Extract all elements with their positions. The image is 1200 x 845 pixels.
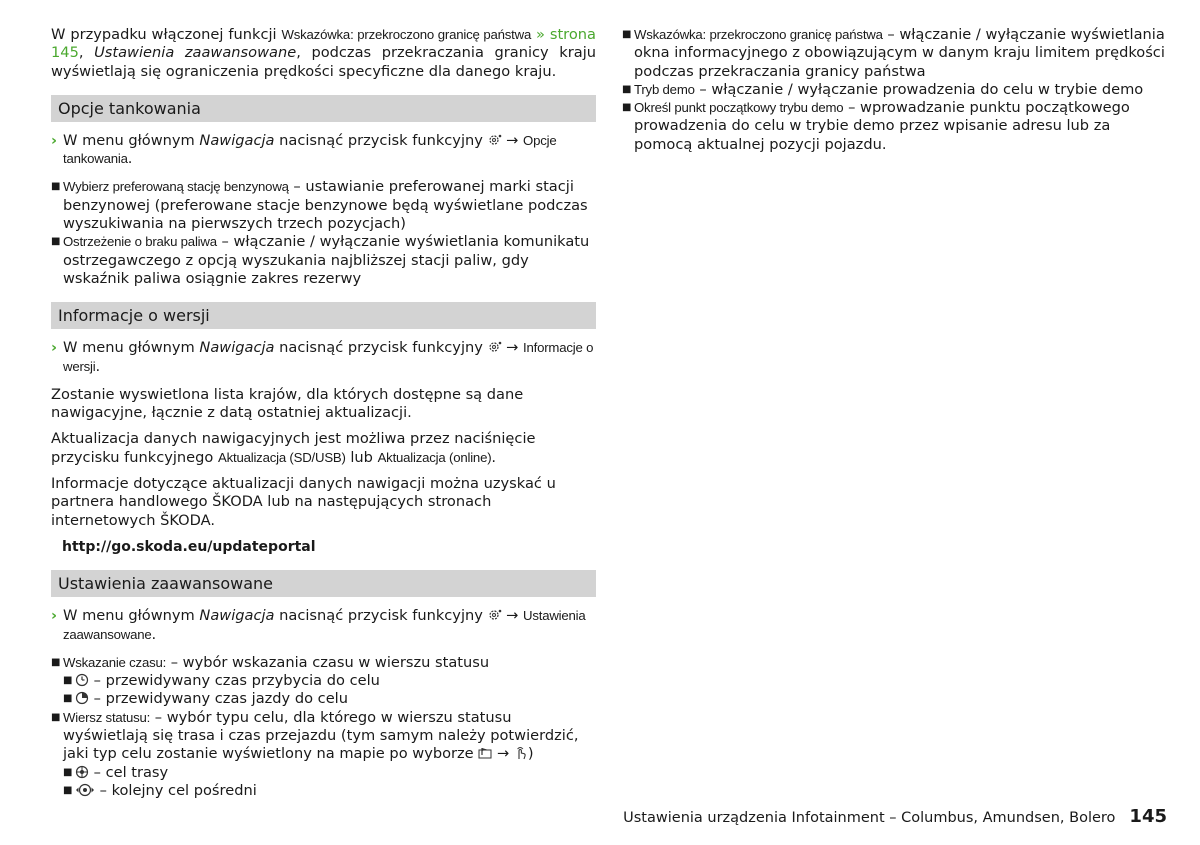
square-bullet-icon: ■: [63, 766, 73, 778]
sub-list-item: [51, 782, 596, 800]
right-column: [622, 26, 1167, 154]
list-item: [622, 81, 1167, 99]
step-text: .: [95, 357, 101, 375]
square-bullet-icon: ■: [51, 656, 61, 668]
function-key-name: Ustawienia zaawansowane: [63, 608, 586, 642]
step-text: W menu głównym: [63, 607, 200, 625]
menu-name: Ustawienia zaawansowane: [94, 44, 297, 62]
instruction-step: [51, 339, 596, 376]
clock-arrival-icon: [75, 673, 89, 687]
waypoint-icon: [75, 783, 95, 797]
option-label: Wybierz preferowaną stację benzynową: [63, 179, 289, 195]
arrow-text: →: [501, 131, 524, 149]
paragraph: [51, 430, 596, 467]
option-description: – włączanie / wyłączanie prowadzenia do celu w trybie demo: [694, 80, 1144, 98]
option-label: Wskazanie czasu:: [63, 654, 167, 670]
list-item: [51, 654, 596, 672]
paragraph: Informacje dotyczące aktualizacji danych nawigacji można uzyskać u partnera handlowego ŠKODA lub na następujących stronach internetowych ŠKODA.: [51, 475, 556, 529]
option-description: – włączanie / wyłączanie wyświetlania komunikatu ostrzegawczego z opcją wyszukania najbliższej stacji paliw, gdy wskaźnik paliwa osiągnie zakres rezerwy: [63, 233, 590, 287]
option-description: – cel trasy: [89, 763, 169, 781]
menu-name: Nawigacja: [199, 607, 275, 625]
option-label: Wiersz statusu:: [63, 709, 151, 725]
list-item: [622, 26, 1167, 81]
function-key-name: Aktualizacja (online): [377, 449, 492, 465]
step-text: nacisnąć przycisk funkcyjny: [274, 131, 488, 149]
chevron-right-icon: ›: [51, 131, 58, 149]
sub-list-item: [51, 672, 596, 690]
sub-list-item: [51, 690, 596, 708]
square-bullet-icon: ■: [51, 236, 61, 248]
option-description: ): [527, 745, 534, 763]
intro-text: , podczas przekraczania granicy kraju wyświetlają się ograniczenia prędkości specyficzne dla danego kraju.: [51, 44, 596, 80]
arrow-text: →: [492, 745, 514, 763]
square-bullet-icon: ■: [622, 102, 632, 114]
menu-name: Nawigacja: [199, 131, 275, 149]
intro-text: W przypadku włączonej funkcji: [51, 26, 282, 43]
section-heading: Ustawienia zaawansowane: [51, 570, 596, 597]
paragraph: Zostanie wyswietlona lista krajów, dla których dostępne są dane nawigacyjne, łącznie z datą ostatniej aktualizacji.: [51, 385, 524, 422]
option-description: – wybór wskazania czasu w wierszu statusu: [166, 653, 490, 671]
sub-list-item: [51, 764, 596, 782]
function-key-name: Opcje tankowania: [63, 132, 557, 167]
square-bullet-icon: ■: [63, 675, 73, 687]
step-text: nacisnąć przycisk funkcyjny: [274, 339, 488, 357]
list-item: [51, 233, 596, 288]
section-heading: Opcje tankowania: [51, 95, 596, 122]
step-text: .: [127, 150, 133, 168]
step-text: .: [151, 625, 157, 643]
chapter-title: Ustawienia urządzenia Infotainment – Columbus, Amundsen, Bolero: [623, 810, 1116, 826]
arrow-text: →: [501, 607, 524, 625]
option-description: – kolejny cel pośredni: [95, 781, 257, 799]
menu-name: Nawigacja: [199, 339, 275, 357]
chevron-right-icon: ›: [51, 339, 58, 357]
intro-paragraph: [51, 26, 596, 81]
square-bullet-icon: ■: [51, 711, 61, 723]
hand-tap-icon: [514, 746, 528, 760]
square-bullet-icon: ■: [63, 784, 73, 796]
list-item: [51, 709, 596, 764]
list-item: [622, 99, 1167, 154]
update-portal-link[interactable]: http://go.skoda.eu/updateportal: [62, 538, 316, 555]
option-description: – przewidywany czas przybycia do celu: [89, 672, 380, 690]
option-label: Wskazówka: przekroczono granicę państwa: [634, 27, 883, 42]
arrow-text: →: [501, 339, 524, 357]
option-label: Tryb demo: [634, 81, 695, 97]
paragraph-text: lub: [345, 448, 378, 466]
option-description: – wprowadzanie punktu początkowego prowadzenia do celu w trybie demo przez wpisanie adresu lub za pomocą aktualnej pozycji pojazdu.: [634, 99, 1130, 153]
instruction-step: [51, 132, 596, 169]
left-column: [51, 26, 596, 800]
list-item: [51, 178, 596, 233]
square-bullet-icon: ■: [622, 83, 632, 95]
square-bullet-icon: ■: [63, 693, 73, 705]
gear-icon: [488, 340, 502, 354]
page-footer: [623, 806, 1167, 827]
option-label: Określ punkt początkowy trybu demo: [634, 100, 844, 116]
paragraph-text: Aktualizacja danych nawigacyjnych jest możliwa przez naciśnięcie przycisku funkcyjnego: [51, 430, 536, 466]
step-text: W menu głównym: [63, 131, 200, 149]
step-text: W menu głównym: [63, 339, 200, 357]
paragraph-text: .: [491, 448, 497, 466]
chevron-right-icon: ›: [51, 607, 58, 625]
function-key-name: Informacje o wersji: [63, 340, 594, 374]
option-description: – ustawianie preferowanej marki stacji benzynowej (preferowane stacje benzynowe będą wyświetlane podczas wyszukiwania na pierwszych trzech pozycjach): [63, 178, 588, 233]
gear-icon: [488, 608, 502, 622]
square-bullet-icon: ■: [51, 181, 61, 193]
gear-icon: [488, 133, 502, 147]
instruction-step: [51, 607, 596, 644]
section-heading: Informacje o wersji: [51, 302, 596, 329]
option-description: – przewidywany czas jazdy do celu: [89, 690, 348, 708]
function-name: Wskazówka: przekroczono granicę państwa: [281, 27, 532, 42]
function-key-name: Aktualizacja (SD/USB): [218, 449, 346, 465]
intro-text: ,: [78, 44, 95, 62]
route-destination-icon: [75, 765, 89, 779]
step-text: nacisnąć przycisk funkcyjny: [274, 607, 488, 625]
page-reference-link[interactable]: » strona 145: [51, 26, 596, 62]
option-description: – włączanie / wyłączanie wyświetlania okna informacyjnego z obowiązującym w danym kraju limitem prędkości podczas przekraczania granicy państwa: [634, 26, 1165, 80]
square-bullet-icon: ■: [622, 29, 632, 40]
option-description: – wybór typu celu, dla którego w wierszu statusu wyświetlają się trasa i czas przejazdu (tym samym należy potwierdzić, jaki typ celu zostanie wyświetlony na mapie po wyborze: [63, 708, 579, 763]
page-number: 145: [1129, 806, 1167, 827]
clock-duration-icon: [75, 691, 89, 705]
map-flag-icon: [478, 746, 492, 760]
option-label: Ostrzeżenie o braku paliwa: [63, 234, 217, 250]
